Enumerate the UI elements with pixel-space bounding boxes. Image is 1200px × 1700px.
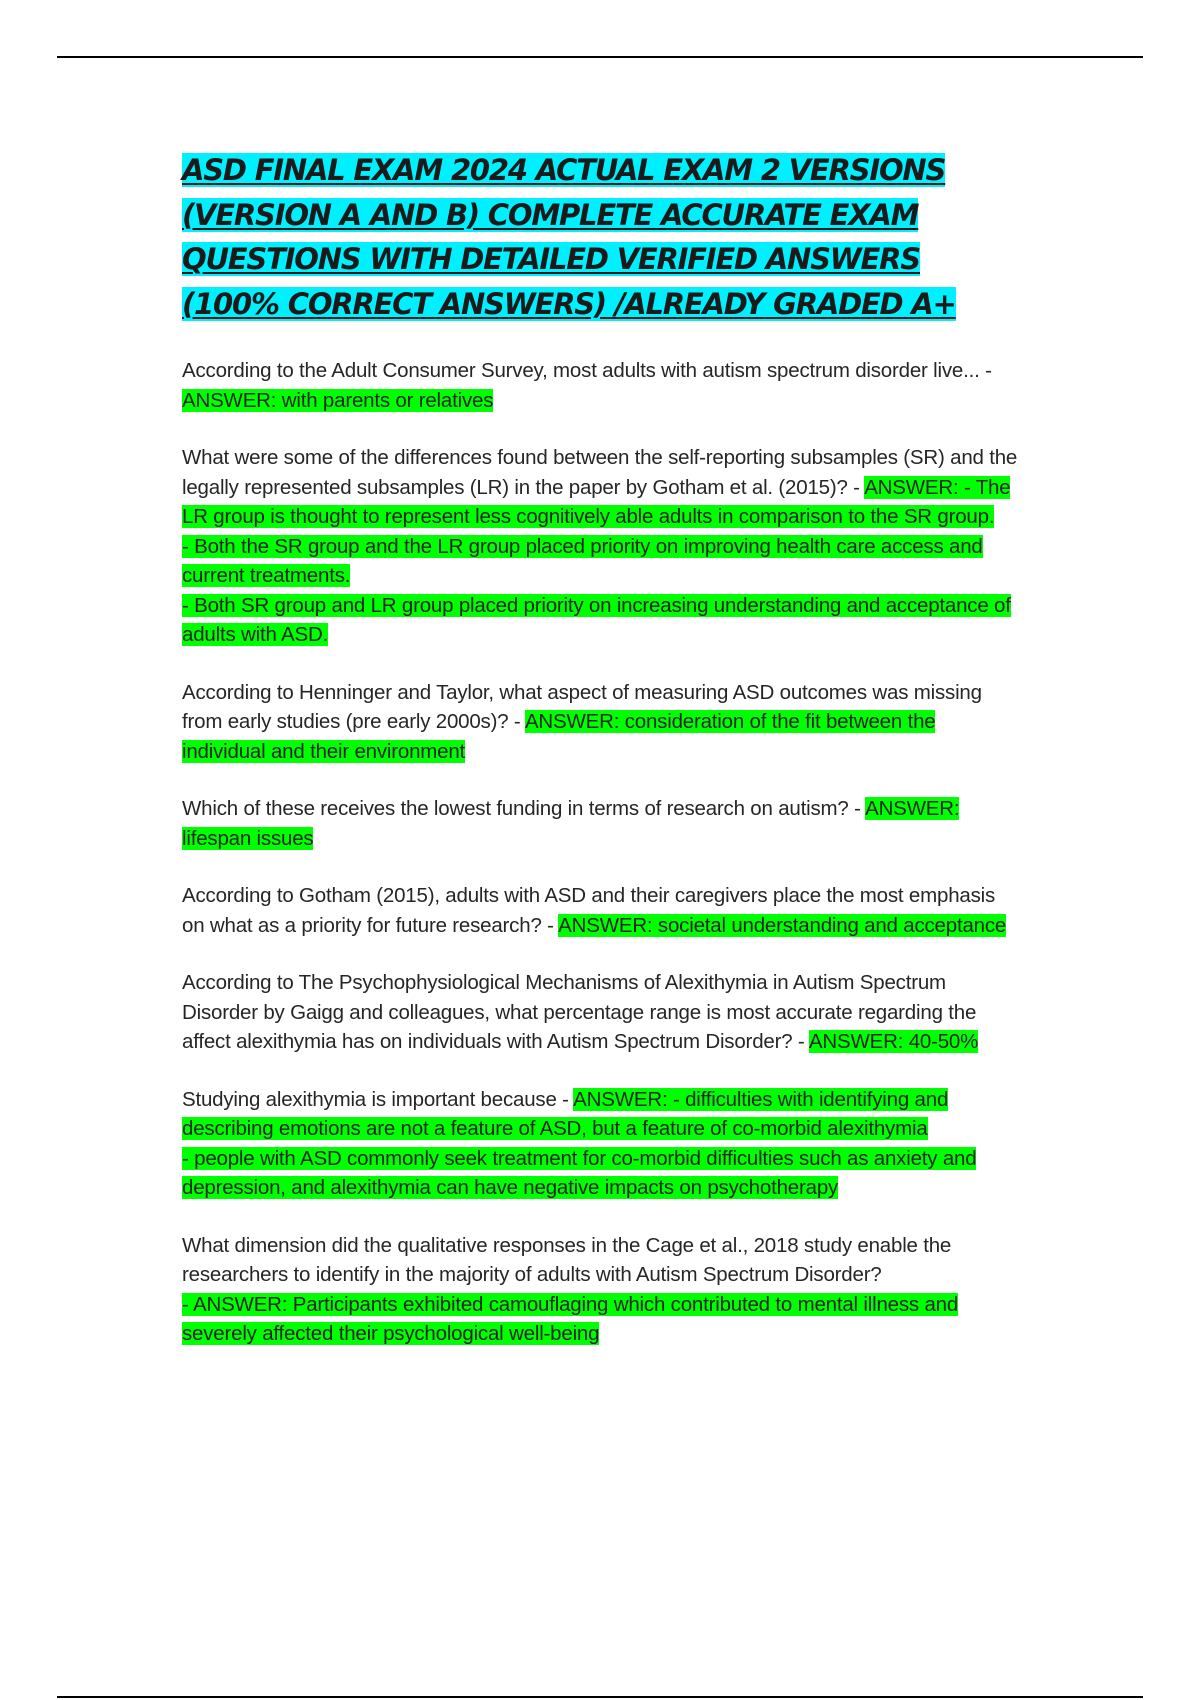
question-text: According to The Psychophysiological Mechanisms of Alexithymia in Autism Spectrum Disorder by Gaigg and colleagues, what percentage range is most accurate regarding the affect alexithymia has on individuals with Autism Spectrum Disorder? - bbox=[182, 971, 977, 1053]
question-text: According to the Adult Consumer Survey, most adults with autism spectrum disorder live... - bbox=[182, 359, 992, 382]
title-highlight: ASD FINAL EXAM 2024 ACTUAL EXAM 2 VERSIONS (VERSION A AND B) COMPLETE ACCURATE EXAM QUESTIONS WITH DETAILED VERIFIED ANSWERS (100% CORRECT ANSWERS) /ALREADY GRADED A+ bbox=[182, 153, 956, 321]
document-title bbox=[182, 148, 1022, 326]
qa-item-2 bbox=[182, 443, 1022, 650]
qa-item-8 bbox=[182, 1231, 1022, 1349]
top-rule bbox=[57, 56, 1143, 58]
answer-line: - people with ASD commonly seek treatment for co-morbid difficulties such as anxiety and depression, and alexithymia can have negative impacts on psychotherapy bbox=[182, 1146, 977, 1199]
answer-text: ANSWER: consideration of the fit between the individual and their environment bbox=[182, 710, 936, 763]
qa-item-6 bbox=[182, 968, 1022, 1057]
answer-text: ANSWER: with parents or relatives bbox=[182, 388, 494, 412]
bottom-rule bbox=[57, 1696, 1143, 1698]
question-text: According to Gotham (2015), adults with ASD and their caregivers place the most emphasis on what as a priority for future research? - bbox=[182, 884, 996, 937]
question-text: What dimension did the qualitative responses in the Cage et al., 2018 study enable the researchers to identify in the majority of adults with Autism Spectrum Disorder? bbox=[182, 1233, 952, 1286]
answer-text: ANSWER: lifespan issues bbox=[182, 797, 960, 850]
answer-text: ANSWER: societal understanding and acceptance bbox=[558, 913, 1007, 937]
qa-item-3 bbox=[182, 678, 1022, 767]
document-body bbox=[182, 148, 1022, 1377]
answer-text: - ANSWER: Participants exhibited camouflaging which contributed to mental illness and severely affected their psychological well-being bbox=[182, 1292, 959, 1345]
question-text: Which of these receives the lowest funding in terms of research on autism? - bbox=[182, 797, 861, 820]
qa-item-5 bbox=[182, 881, 1022, 940]
answer-text: ANSWER: 40-50% bbox=[808, 1030, 979, 1053]
answer-text: ANSWER: - difficulties with identifying and describing emotions are not a feature of ASD, but a feature of co-morbid alexithymia bbox=[182, 1087, 949, 1140]
answer-line: - Both the SR group and the LR group placed priority on improving health care access and current treatments. bbox=[182, 534, 983, 587]
question-text: What were some of the differences found between the self-reporting subsamples (SR) and the legally represented subsamples (LR) in the paper by Gotham et al. (2015)? - bbox=[182, 446, 1018, 499]
question-text: Studying alexithymia is important because - bbox=[182, 1087, 569, 1111]
question-text: According to Henninger and Taylor, what aspect of measuring ASD outcomes was missing from early studies (pre early 2000s)? - bbox=[182, 680, 982, 733]
qa-item-4 bbox=[182, 794, 1022, 853]
qa-item-7 bbox=[182, 1085, 1022, 1203]
qa-item-1 bbox=[182, 356, 1022, 415]
answer-line: - Both SR group and LR group placed priority on increasing understanding and acceptance of adults with ASD. bbox=[182, 593, 1011, 646]
answer-text: ANSWER: - The LR group is thought to represent less cognitively able adults in comparison to the SR group. bbox=[182, 475, 1011, 528]
